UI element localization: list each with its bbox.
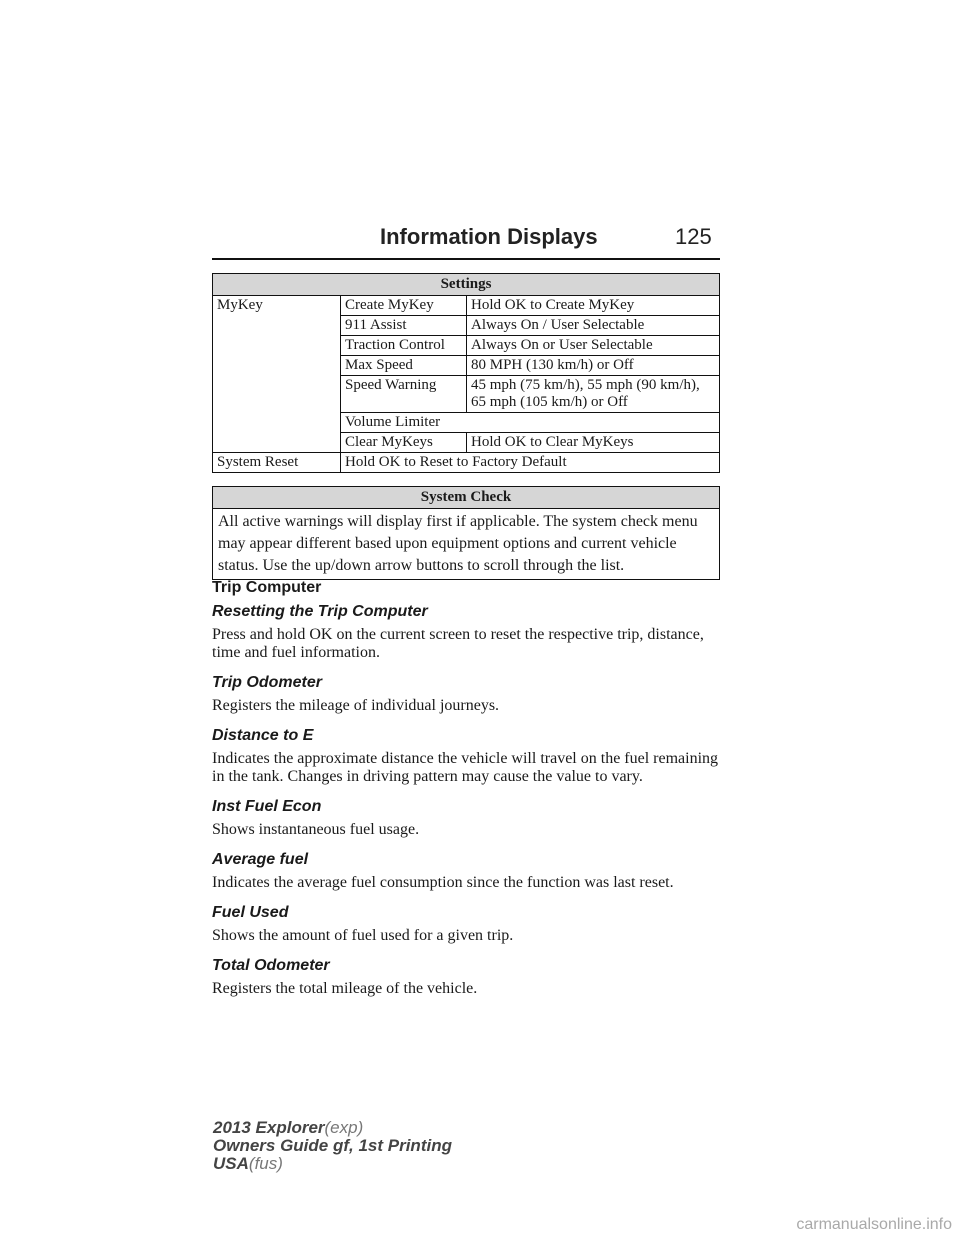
section-text: Registers the total mileage of the vehicle. bbox=[212, 980, 478, 997]
footer-guide: Owners Guide gf, 1st Printing bbox=[213, 1136, 452, 1155]
section-heading: Total Odometer bbox=[212, 957, 330, 974]
watermark: carmanualsonline.info bbox=[796, 1216, 952, 1233]
section-heading: Trip Odometer bbox=[212, 674, 322, 691]
header-rule bbox=[212, 258, 720, 260]
table-cell: Clear MyKeys bbox=[341, 433, 467, 453]
footer-market: USA bbox=[213, 1154, 249, 1173]
trip-computer-title: Trip Computer bbox=[212, 579, 322, 596]
table-cell: Hold OK to Reset to Factory Default bbox=[341, 453, 720, 473]
page-header-title: Information Displays bbox=[380, 224, 598, 249]
table-row bbox=[213, 453, 720, 473]
footer-model: 2013 Explorer bbox=[213, 1118, 325, 1137]
table-cell: Always On or User Selectable bbox=[467, 336, 720, 356]
section-text: Indicates the average fuel consumption since the function was last reset. bbox=[212, 874, 674, 891]
section-heading: Resetting the Trip Computer bbox=[212, 603, 428, 620]
table-cell: Max Speed bbox=[341, 356, 467, 376]
section-heading: Distance to E bbox=[212, 727, 314, 744]
system-check-text: All active warnings will display first if applicable. The system check menu may appear different based upon equipment options and current vehicle status. Use the up/down arrow buttons to scroll through the list. bbox=[213, 509, 720, 580]
table-cell: 911 Assist bbox=[341, 316, 467, 336]
footer-market-code: (fus) bbox=[248, 1154, 283, 1173]
section-text: Indicates the approximate distance the vehicle will travel on the fuel remaining in the tank. Changes in driving pattern may cause the value to vary. bbox=[212, 750, 719, 785]
settings-table bbox=[212, 273, 720, 473]
footer bbox=[213, 1119, 452, 1173]
table-cell: Always On / User Selectable bbox=[467, 316, 720, 336]
section-text: Press and hold OK on the current screen to reset the respective trip, distance, time and fuel information. bbox=[212, 626, 704, 661]
table-row bbox=[213, 296, 720, 316]
trip-computer-content bbox=[212, 575, 722, 1010]
table-cell: Hold OK to Clear MyKeys bbox=[467, 433, 720, 453]
system-reset-label: System Reset bbox=[213, 453, 341, 473]
section-text: Shows instantaneous fuel usage. bbox=[212, 821, 420, 838]
section-heading: Inst Fuel Econ bbox=[212, 798, 322, 815]
table-cell: 45 mph (75 km/h), 55 mph (90 km/h), 65 mph (105 km/h) or Off bbox=[467, 376, 720, 413]
table-cell: Create MyKey bbox=[341, 296, 467, 316]
section-heading: Fuel Used bbox=[212, 904, 289, 921]
table-cell: Speed Warning bbox=[341, 376, 467, 413]
system-check-table bbox=[212, 486, 720, 580]
settings-table-title: Settings bbox=[213, 274, 720, 296]
page-number: 125 bbox=[675, 224, 712, 249]
system-check-title: System Check bbox=[213, 487, 720, 509]
table-cell: Volume Limiter bbox=[341, 413, 720, 433]
section-text: Shows the amount of fuel used for a given trip. bbox=[212, 927, 514, 944]
section-heading: Average fuel bbox=[212, 851, 309, 868]
section-text: Registers the mileage of individual journeys. bbox=[212, 697, 500, 714]
table-cell: Hold OK to Create MyKey bbox=[467, 296, 720, 316]
table-cell: 80 MPH (130 km/h) or Off bbox=[467, 356, 720, 376]
table-cell: Traction Control bbox=[341, 336, 467, 356]
footer-model-code: (exp) bbox=[324, 1118, 364, 1137]
mykey-label: MyKey bbox=[213, 296, 341, 453]
